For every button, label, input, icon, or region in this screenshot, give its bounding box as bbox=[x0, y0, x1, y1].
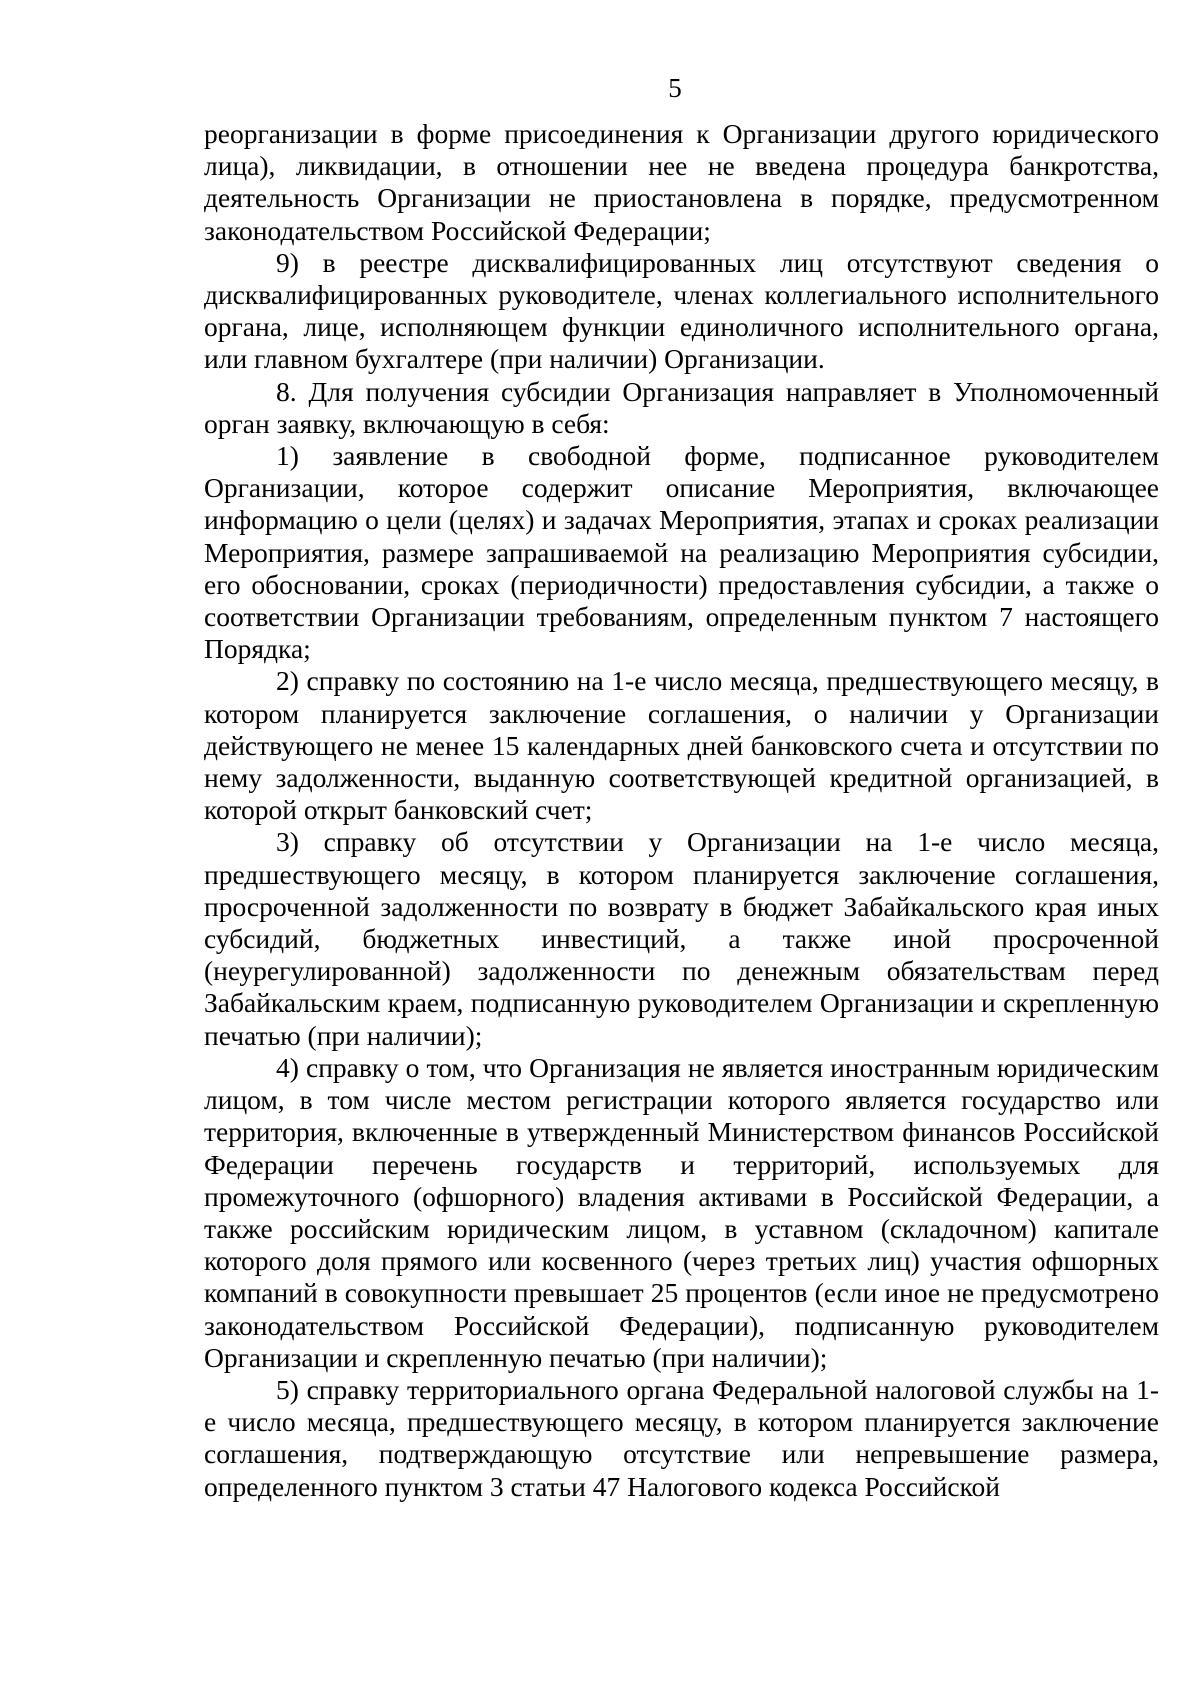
paragraph-continuation: реорганизации в форме присоединения к Организации другого юридического лица), ликвидации, в отношении нее не введена процедура банкротства, деятельность Организации не приостановлена в порядке, предусмотренном законодательством Российской Федерации; bbox=[204, 118, 1159, 246]
document-body bbox=[204, 118, 1159, 1503]
paragraph-item-5: 5) справку территориального органа Федеральной налоговой службы на 1-е число месяца, предшествующего месяцу, в котором планируется заключение соглашения, подтверждающую отсутствие или непревышение размера, определенного пунктом 3 статьи 47 Налогового кодекса Российской bbox=[204, 1373, 1159, 1502]
paragraph-item-4: 4) справку о том, что Организация не является иностранным юридическим лицом, в том числе местом регистрации которого является государство или территория, включенные в утвержденный Министерством финансов Российской Федерации перечень государств и территорий, используемых для промежуточного (офшорного) владения активами в Российской Федерации, а также российским юридическим лицом, в уставном (складочном) капитале которого доля прямого или косвенного (через третьих лиц) участия офшорных компаний в совокупности превышает 25 процентов (если иное не предусмотрено законодательством Российской Федерации), подписанную руководителем Организации и скрепленную печатью (при наличии); bbox=[204, 1051, 1159, 1373]
paragraph-item-9: 9) в реестре дисквалифицированных лиц отсутствуют сведения о дисквалифицированных руководителе, членах коллегиального исполнительного органа, лице, исполняющем функции единоличного исполнительного органа, или главном бухгалтере (при наличии) Организации. bbox=[204, 246, 1159, 375]
page-number: 5 bbox=[668, 73, 682, 103]
paragraph-clause-8: 8. Для получения субсидии Организация направляет в Уполномоченный орган заявку, включающую в себя: bbox=[204, 375, 1159, 439]
paragraph-item-1: 1) заявление в свободной форме, подписанное руководителем Организации, которое содержит описание Мероприятия, включающее информацию о цели (целях) и задачах Мероприятия, этапах и сроках реализации Мероприятия, размере запрашиваемой на реализацию Мероприятия субсидии, его обосновании, сроках (периодичности) предоставления субсидии, а также о соответствии Организации требованиям, определенным пунктом 7 настоящего Порядка; bbox=[204, 440, 1159, 665]
paragraph-item-3: 3) справку об отсутствии у Организации на 1-е число месяца, предшествующего месяцу, в котором планируется заключение соглашения, просроченной задолженности по возврату в бюджет Забайкальского края иных субсидий, бюджетных инвестиций, а также иной просроченной (неурегулированной) задолженности по денежным обязательствам перед Забайкальским краем, подписанную руководителем Организации и скрепленную печатью (при наличии); bbox=[204, 826, 1159, 1051]
paragraph-item-2: 2) справку по состоянию на 1-е число месяца, предшествующего месяцу, в котором планируется заключение соглашения, о наличии у Организации действующего не менее 15 календарных дней банковского счета и отсутствии по нему задолженности, выданную соответствующей кредитной организацией, в которой открыт банковский счет; bbox=[204, 665, 1159, 826]
